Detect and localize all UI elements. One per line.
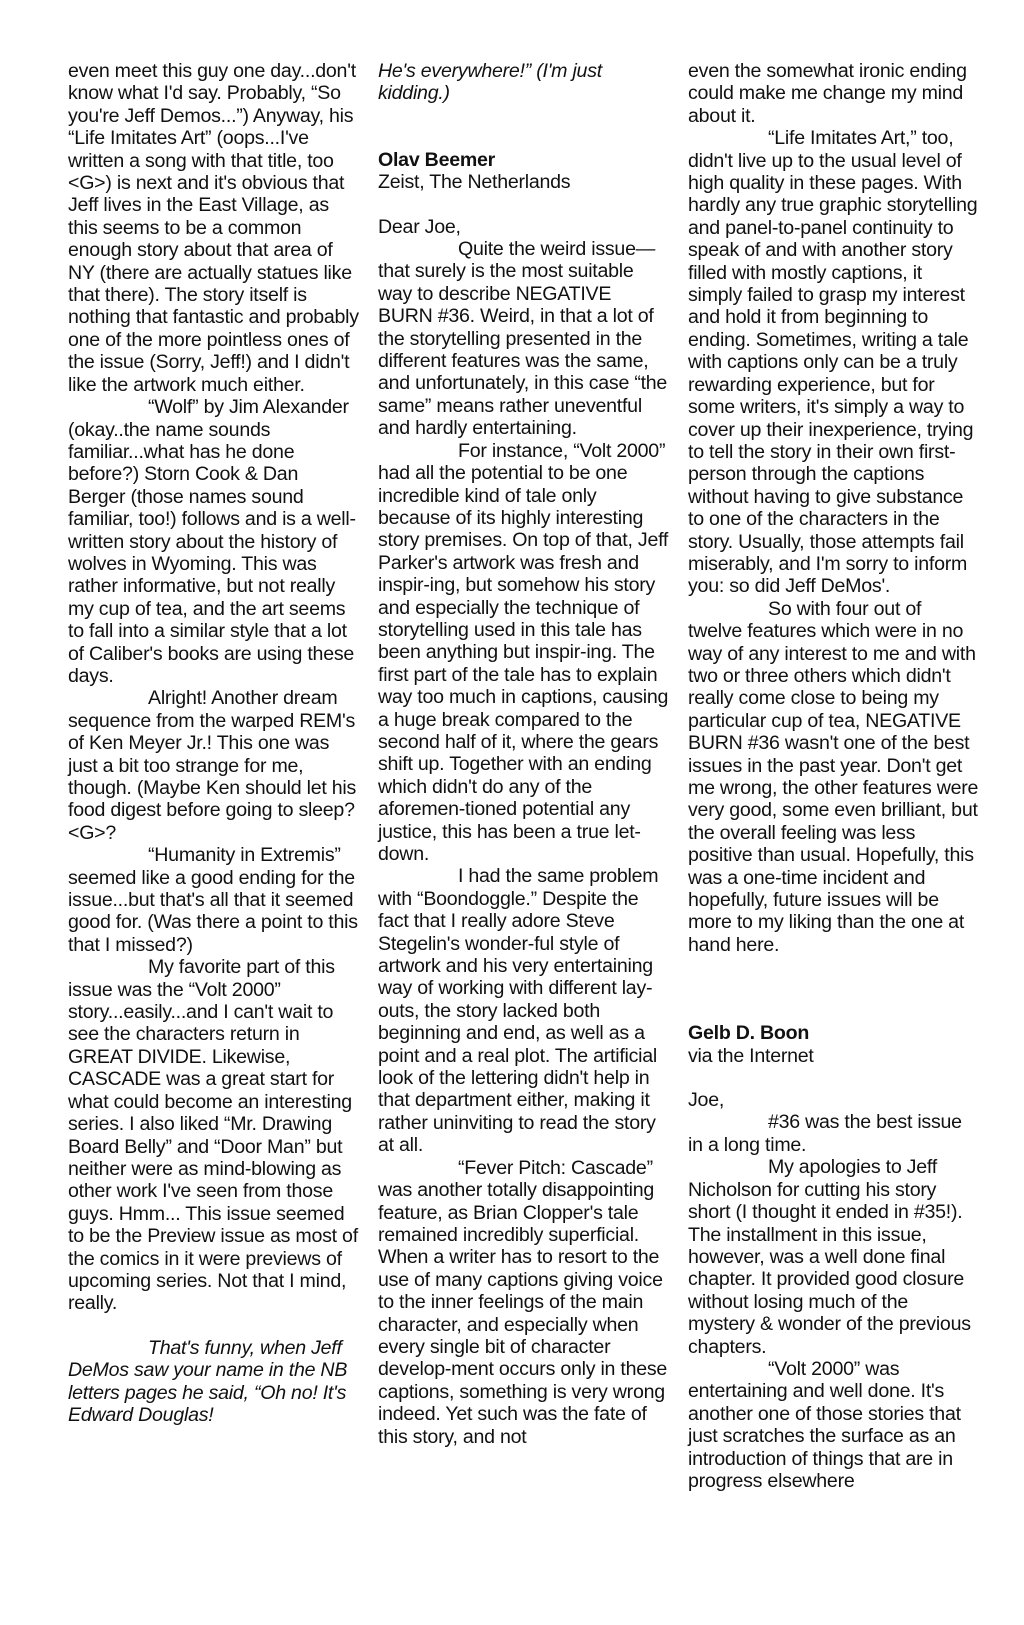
paragraph: “Humanity in Extremis” seemed like a good ending for the issue...but that's all that it seemed good for. (Was there a point to this that I missed?) bbox=[68, 844, 358, 956]
spacer bbox=[378, 105, 670, 149]
paragraph: My favorite part of this issue was the “Volt 2000” story...easily...and I can't wait to see the characters return in GREAT DIVIDE. Likewise, CASCADE was a great start for what could become an interesting series. I also liked “Mr. Drawing Board Belly” and “Door Man” but neither were as mind-blowing as other work I've seen from those guys. Hmm... This issue seemed to be the Preview issue as most of the comics in it were previews of upcoming series. Not that I mind, really. bbox=[68, 956, 358, 1315]
editor-reply-end: He's everywhere!” (I'm just kidding.) bbox=[378, 60, 602, 105]
paragraph: even the somewhat ironic ending could make me change my mind about it. bbox=[688, 60, 967, 127]
paragraph: “Life Imitates Art,” too, didn't live up to the usual level of high quality in these pages. With hardly any true graphic storytelling and panel-to-panel continuity to speak of and with another story filled with mostly captions, it simply failed to grasp my interest and hold it from beginning to ending. Sometimes, writing a tale with captions only can be a truly rewarding experience, but for some writers, it's simply a way to cover up their inexperience, trying to tell the story in their own first-person through the captions without having to give substance to one of the characters in the story. Usually, those attempts fail miserably, and I'm sorry to inform you: so did Jeff DeMos'. bbox=[688, 127, 978, 598]
spacer bbox=[688, 1067, 980, 1089]
paragraph: My apologies to Jeff Nicholson for cutting his story short (I thought it ended in #35!). The installment in this issue, however, was a well done final chapter. It provided good closure without losing much of the mystery & wonder of the previous chapters. bbox=[688, 1156, 971, 1358]
spacer bbox=[68, 1315, 360, 1337]
paragraph: even meet this guy one day...don't know what I'd say. Probably, “So you're Jeff Demos...”) Anyway, his “Life Imitates Art” (oops...I've written a song with that title, too <G>) is next and it's obvious that Jeff lives in the East Village, as this seems to be a common enough story about that area of NY (there are actually statues like that there). The story itself is nothing that fantastic and probably one of the more pointless ones of the issue (Sorry, Jeff!) and I didn't like the artwork much either. bbox=[68, 60, 359, 396]
letter-location: via the Internet bbox=[688, 1044, 814, 1067]
text-column-3 bbox=[688, 60, 980, 1492]
letter-author: Olav Beemer bbox=[378, 148, 496, 171]
paragraph: “Fever Pitch: Cascade” was another totally disappointing feature, as Brian Clopper's tale remained incredibly superficial. When a writer has to resort to the use of many captions giving voice to the inner feelings of the main character, and especially when every single bit of character develop-ment occurs only in these captions, something is very wrong indeed. Yet such was the fate of this story, and not bbox=[378, 1156, 668, 1448]
paragraph: “Volt 2000” was entertaining and well done. It's another one of those stories that just scratches the surface as an introduction of things that are in progress elsewhere bbox=[688, 1357, 961, 1492]
letter-location: Zeist, The Netherlands bbox=[378, 171, 571, 194]
letter-author: Gelb D. Boon bbox=[688, 1022, 810, 1045]
paragraph: Alright! Another dream sequence from the warped REM's of Ken Meyer Jr.! This one was just a bit too strange for me, though. (Maybe Ken should let his food digest before going to sleep? <G>? bbox=[68, 687, 357, 844]
editor-reply: That's funny, when Jeff DeMos saw your name in the NB letters pages he said, “Oh no! It's Edward Douglas! bbox=[68, 1336, 348, 1426]
paragraph: For instance, “Volt 2000” had all the potential to be one incredible kind of tale only because of its highly interesting story premises. On top of that, Jeff Parker's artwork was fresh and inspir-ing, but somehow his story and especially the technique of storytelling used in this tale has been anything but inspir-ing. The first part of the tale has to explain way too much in captions, causing a huge break compared to the second half of it, where the gears shift up. Together with an ending which didn't do any of the aforemen-tioned potential any justice, this has been a true let-down. bbox=[378, 439, 669, 865]
paragraph: Quite the weird issue— that surely is the most suitable way to describe NEGATIVE BURN #36. Weird, in that a lot of the storytelling presented in the different features was the same, and unfortunately, in this case “the same” means rather uneventful and hardly entertaining. bbox=[378, 238, 668, 440]
paragraph: So with four out of twelve features which were in no way of any interest to me and with two or three others which didn't really come close to being my particular cup of tea, NEGATIVE BURN #36 wasn't one of the best issues in the past year. Don't get me wrong, the other features were very good, some even brilliant, but the overall feeling was less positive than usual. Hopefully, this was a one-time incident and hopefully, future issues will be more to my liking than the one at hand here. bbox=[688, 597, 979, 956]
spacer bbox=[378, 194, 670, 216]
paragraph: #36 was the best issue in a long time. bbox=[688, 1111, 962, 1156]
spacer bbox=[688, 956, 980, 1022]
text-column-2 bbox=[378, 60, 670, 1448]
text-column-1 bbox=[68, 60, 360, 1426]
paragraph: “Wolf” by Jim Alexander (okay..the name sounds familiar...what has he done before?) Storn Cook & Dan Berger (those names sound familiar, too!) follows and is a well-written story about the history of wolves in Wyoming. This was rather informative, but not really my cup of tea, and the art seems to fall into a similar style that a lot of Caliber's books are using these days. bbox=[68, 396, 356, 687]
letter-salutation: Dear Joe, bbox=[378, 215, 461, 238]
letter-salutation: Joe, bbox=[688, 1089, 725, 1112]
paragraph: I had the same problem with “Boondoggle.” Despite the fact that I really adore Steve Stegelin's wonder-ful style of artwork and his very entertaining way of working with different lay-outs, the story lacked both beginning and end, as well as a point and a real plot. The artificial look of the lettering didn't help in that department either, making it rather uninviting to read the story at all. bbox=[378, 865, 659, 1157]
